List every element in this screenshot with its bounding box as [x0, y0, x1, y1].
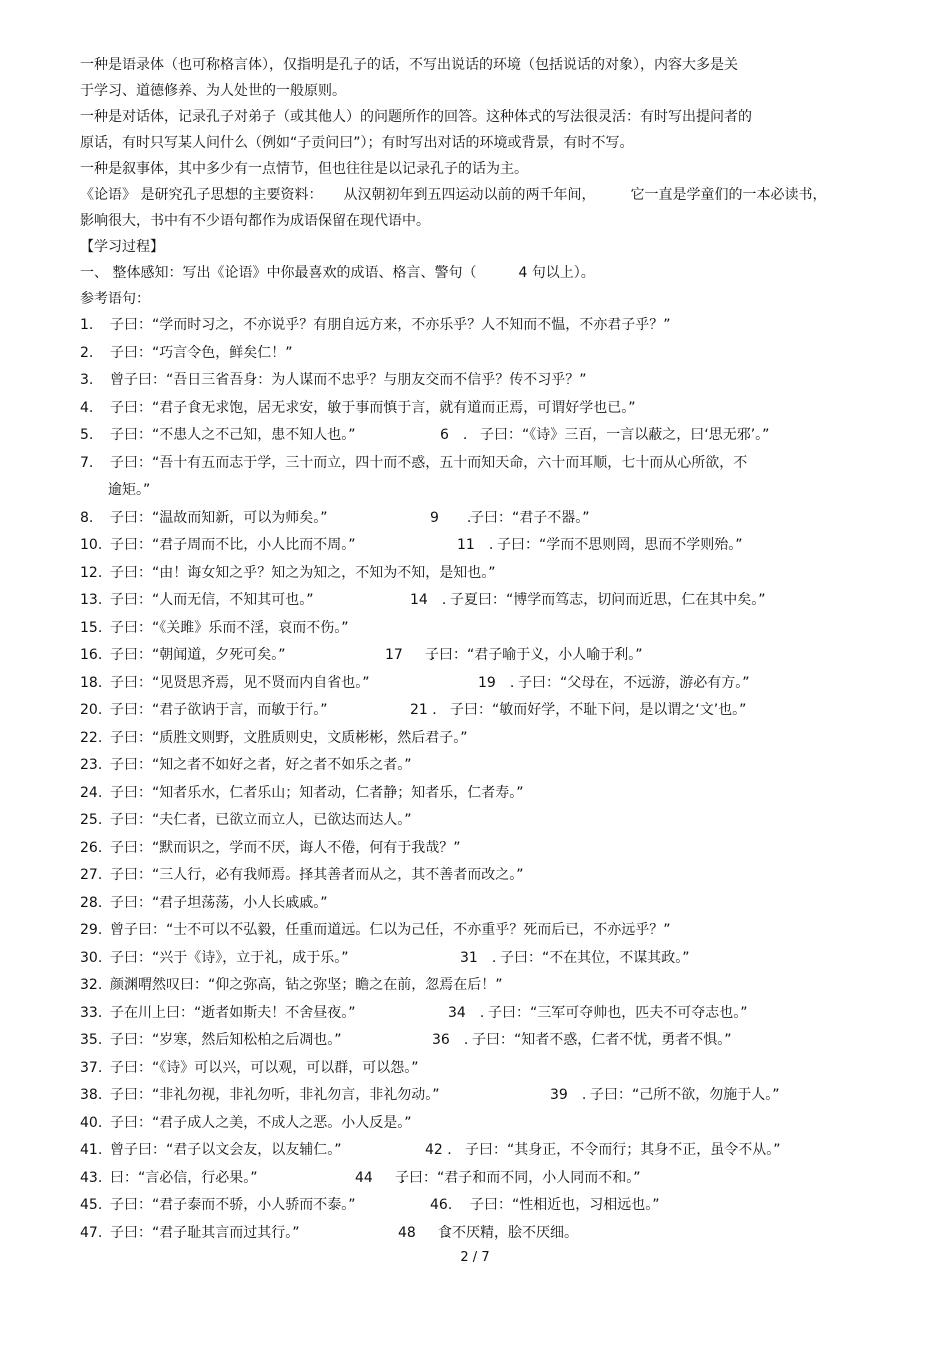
quote-second-column — [385, 642, 643, 670]
quote-row — [80, 1027, 880, 1055]
quote-text: 子曰：“君子周而不比，小人比而不周。” — [110, 537, 356, 553]
quote-second-column — [410, 697, 746, 725]
quote-number: 35. — [80, 1032, 103, 1048]
quote-text: 子曰：“见贤思齐焉，见不贤而内自省也。” — [110, 674, 370, 691]
quote-row — [80, 725, 880, 753]
intro-line: 【学习过程】 — [80, 239, 164, 255]
quote-number: 21 . — [410, 702, 437, 718]
quote-number: 30. — [80, 949, 103, 966]
quote-text: 子曰：“君子泰而不骄，小人骄而不泰。” — [110, 1197, 356, 1213]
quote-text: 子曰：“其身正，不令而行；其身不正，虽令不从。” — [465, 1142, 781, 1158]
quote-row — [80, 367, 880, 395]
quote-row — [80, 917, 880, 945]
quote-number: 31 . — [460, 949, 497, 966]
quote-number: 23. — [80, 757, 103, 773]
quote-text: 子曰：“温故而知新，可以为师矣。” — [110, 509, 328, 526]
quote-row — [80, 780, 880, 808]
quote-number: 27. — [80, 867, 103, 883]
quote-text: 子曰：“非礼勿视，非礼勿听，非礼勿言，非礼勿动。” — [110, 1087, 440, 1103]
quote-number: 14 . — [410, 592, 447, 608]
quote-row — [80, 890, 880, 918]
quote-text: 子曰：“君子不器。” — [470, 509, 590, 526]
quote-number: 28. — [80, 894, 103, 911]
quote-number: 36 . — [432, 1032, 469, 1048]
quote-text: 子曰：“君子喻于义，小人喻于利。” — [425, 647, 643, 663]
quote-row — [80, 945, 880, 973]
quote-text: 子曰：“三人行，必有我师焉。择其善者而从之，其不善者而改之。” — [110, 867, 524, 883]
quote-number: 7. — [80, 454, 94, 471]
quote-number: 44 . — [355, 1169, 406, 1186]
quote-number: 19 . — [478, 674, 515, 691]
quote-text: 子曰：“学而不思则罔，思而不学则殆。” — [497, 537, 743, 553]
quote-second-column — [355, 1165, 641, 1193]
quote-number: 3. — [80, 372, 94, 388]
quote-text: 子曰：“知者乐水，仁者乐山；知者动，仁者静；知者乐，仁者寿。” — [110, 784, 524, 801]
quote-text: 子曰：“人而无信，不知其可也。” — [110, 592, 314, 608]
quote-row — [80, 587, 880, 615]
quote-row — [80, 752, 880, 780]
quote-number: 47. — [80, 1224, 103, 1241]
quote-number: 1. — [80, 317, 94, 333]
intro-line: 一种是对话体，记录孔子对弟子（或其他人）的问题所作的回答。这种体式的写法很灵活：有时写出提问者的 — [80, 109, 752, 125]
quote-row — [80, 312, 880, 340]
quote-text: 子曰：“质胜文则野，文胜质则史，文质彬彬，然后君子。” — [110, 729, 468, 746]
intro-line: 原话，有时只写某人问什么（例如“子贡问曰”）；有时写出对话的环境或背景，有时不写。 — [80, 135, 634, 151]
intro-line: 一种是叙事体，其中多少有一点情节，但也往往是以记录孔子的话为主。 — [80, 161, 528, 177]
quote-number: 2. — [80, 344, 94, 361]
quote-number: 26. — [80, 839, 103, 856]
quote-number: 34 . — [448, 1004, 485, 1021]
quote-text: 曾子曰：“士不可以不弘毅，任重而道远。仁以为己任，不亦重乎？死而后已，不亦远乎？” — [110, 922, 671, 938]
quote-number: 15. — [80, 619, 103, 636]
quote-number: 5. — [80, 427, 94, 443]
quote-second-column — [478, 670, 750, 698]
quote-second-column — [550, 1082, 780, 1110]
quote-text: 子曰：“岁寒，然后知松柏之后凋也。” — [110, 1032, 342, 1048]
quote-number: 9 . — [430, 509, 472, 526]
quote-number: 11 . — [457, 537, 494, 553]
quote-text: 子曰：“朝闻道，夕死可矣。” — [110, 647, 286, 663]
quote-number: 12. — [80, 564, 103, 581]
quote-row — [80, 862, 880, 890]
quote-row — [80, 1192, 880, 1220]
quote-text: 子曰：“不患人之不己知，患不知人也。” — [110, 427, 356, 443]
quote-text: 食不厌精，脍不厌细。 — [438, 1224, 578, 1241]
quote-number: 37. — [80, 1059, 103, 1076]
quote-second-column — [410, 587, 766, 615]
quote-number: 38. — [80, 1087, 103, 1103]
quote-number: 39 . — [550, 1087, 587, 1103]
quote-row — [80, 642, 880, 670]
quote-second-column — [398, 1220, 578, 1248]
quote-second-column — [448, 1000, 748, 1028]
quote-number: 40. — [80, 1114, 103, 1131]
quote-row — [80, 395, 880, 423]
quote-row — [80, 1137, 880, 1165]
quote-number: 33. — [80, 1004, 103, 1021]
quote-row — [80, 505, 880, 533]
quote-row — [80, 532, 880, 560]
quote-text: 子曰：“学而时习之，不亦说乎？有朋自远方来，不亦乐乎？人不知而不愠，不亦君子乎？” — [110, 317, 671, 333]
quote-number: 43. — [80, 1169, 103, 1186]
quote-row — [80, 560, 880, 588]
quote-text: 子在川上曰：“逝者如斯夫！不舍昼夜。” — [110, 1004, 356, 1021]
quote-second-column — [457, 532, 743, 560]
quote-number: 45. — [80, 1197, 103, 1213]
quote-text: 子曰：“巧言令色，鲜矣仁！” — [110, 344, 293, 361]
quote-number: 13. — [80, 592, 103, 608]
intro-line: 一种是语录体（也可称格言体），仅指明是孔子的话，不写出说话的环境（包括说话的对象），内容大多是关 — [80, 57, 738, 73]
quote-number: 29. — [80, 922, 103, 938]
quote-text: 子曰：“己所不欲，勿施于人。” — [590, 1087, 780, 1103]
quote-number: 16. — [80, 647, 103, 663]
quote-number: 4. — [80, 399, 94, 416]
quote-row — [80, 1082, 880, 1110]
quote-text: 子曰：“不在其位，不谋其政。” — [500, 949, 690, 966]
quote-row — [80, 697, 880, 725]
quote-row — [80, 1110, 880, 1138]
quote-number: 20. — [80, 702, 103, 718]
quote-text: 曰：“言必信，行必果。” — [110, 1169, 258, 1186]
quote-second-column — [432, 1027, 732, 1055]
quote-text: 子曰：“君子欲讷于言，而敏于行。” — [110, 702, 328, 718]
quote-text: 逾矩。” — [108, 482, 151, 498]
quote-text: 颜渊喟然叹曰：“仰之弥高，钻之弥坚；瞻之在前，忽焉在后！” — [110, 977, 503, 993]
quote-second-column — [440, 422, 769, 450]
quote-row — [80, 807, 880, 835]
quote-number: 32. — [80, 977, 103, 993]
quote-row — [80, 1000, 880, 1028]
quote-text: 子曰：“性相近也，习相远也。” — [470, 1197, 660, 1213]
quote-number: 17 . — [385, 647, 436, 663]
quote-row — [80, 1220, 880, 1248]
quote-number: 10. — [80, 537, 103, 553]
quote-text: 子曰：“吾十有五而志于学，三十而立，四十而不惑，五十而知天命，六十而耳顺，七十而从心所欲，不 — [110, 454, 748, 471]
intro-section — [80, 52, 880, 312]
intro-line: 于学习、道德修养、为人处世的一般原则。 — [80, 83, 346, 99]
quote-number: 6 . — [440, 427, 468, 443]
quote-text: 子曰：“父母在，不远游，游必有方。” — [518, 674, 750, 691]
quote-row — [80, 1055, 880, 1083]
intro-line: 《论语》 是研究孔子思想的主要资料： 从汉朝初年到五四运动以前的两千年间， 它一直是学童们的一本必读书， — [80, 187, 827, 203]
quote-text: 子曰：“默而识之，学而不厌，诲人不倦，何有于我哉？” — [110, 839, 461, 856]
quote-text: 子曰：“敏而好学，不耻下问，是以谓之‘文’也。” — [450, 702, 747, 718]
quote-text: 子曰：“君子耻其言而过其行。” — [110, 1224, 300, 1241]
quote-text: 子曰：“《关雎》乐而不淫，哀而不伤。” — [110, 619, 349, 636]
quote-row — [80, 450, 880, 478]
quote-text: 曾子曰：“吾日三省吾身：为人谋而不忠乎？与朋友交而不信乎？传不习乎？” — [110, 372, 587, 388]
quote-number: 24. — [80, 784, 103, 801]
quote-text: 曾子曰：“君子以文会友，以友辅仁。” — [110, 1142, 342, 1158]
quote-second-column — [430, 505, 590, 533]
quote-number: 41. — [80, 1142, 103, 1158]
quote-text: 子曰：“知者不惑，仁者不忧，勇者不惧。” — [472, 1032, 732, 1048]
page-number: 2 / 7 — [460, 1250, 490, 1265]
quote-number: 42 . — [425, 1142, 452, 1158]
quote-text: 子曰：“君子坦荡荡，小人长戚戚。” — [110, 894, 328, 911]
quote-row — [80, 1165, 880, 1193]
intro-line: 一、 整体感知：写出《论语》中你最喜欢的成语、格言、警句（ 4 句以上）。 — [80, 265, 595, 281]
quote-text: 子曰：“三军可夺帅也，匹夫不可夺志也。” — [488, 1004, 748, 1021]
quote-list — [80, 312, 880, 1247]
quote-text: 子曰：“君子食无求饱，居无求安，敏于事而慎于言，就有道而正焉，可谓好学也已。” — [110, 399, 636, 416]
intro-line: 影响很大，书中有不少语句都作为成语保留在现代语中。 — [80, 213, 430, 229]
quote-row — [80, 670, 880, 698]
quote-number: 18. — [80, 674, 103, 691]
quote-number: 22. — [80, 729, 103, 746]
quote-number: 48 . — [398, 1224, 449, 1241]
intro-line: 参考语句： — [80, 291, 150, 307]
quote-second-column — [460, 945, 690, 973]
quote-row — [80, 972, 880, 1000]
quote-row — [80, 615, 880, 643]
quote-text: 子曰：“兴于《诗》，立于礼，成于乐。” — [110, 949, 349, 966]
quote-text: 子曰：“知之者不如好之者，好之者不如乐之者。” — [110, 757, 412, 773]
quote-second-column — [425, 1137, 781, 1165]
quote-text: 子夏曰：“博学而笃志，切问而近思，仁在其中矣。” — [450, 592, 766, 608]
quote-number: 25. — [80, 812, 103, 828]
quote-text: 子曰：“由！诲女知之乎？知之为知之，不知为不知，是知也。” — [110, 564, 496, 581]
quote-second-column — [430, 1192, 660, 1220]
quote-number: 46. — [430, 1197, 453, 1213]
quote-text: 子曰：“《诗》可以兴，可以观，可以群，可以怨。” — [110, 1059, 419, 1076]
quote-text: 子曰：“《诗》三百，一言以蔽之，曰‘思无邪’。” — [480, 427, 770, 443]
quote-row — [80, 477, 880, 505]
quote-row — [80, 835, 880, 863]
quote-text: 子曰：“君子和而不同，小人同而不和。” — [395, 1169, 641, 1186]
quote-number: 8. — [80, 509, 94, 526]
quote-text: 子曰：“夫仁者，已欲立而立人，已欲达而达人。” — [110, 812, 412, 828]
quote-row — [80, 340, 880, 368]
quote-row — [80, 422, 880, 450]
quote-text: 子曰：“君子成人之美，不成人之恶。小人反是。” — [110, 1114, 412, 1131]
